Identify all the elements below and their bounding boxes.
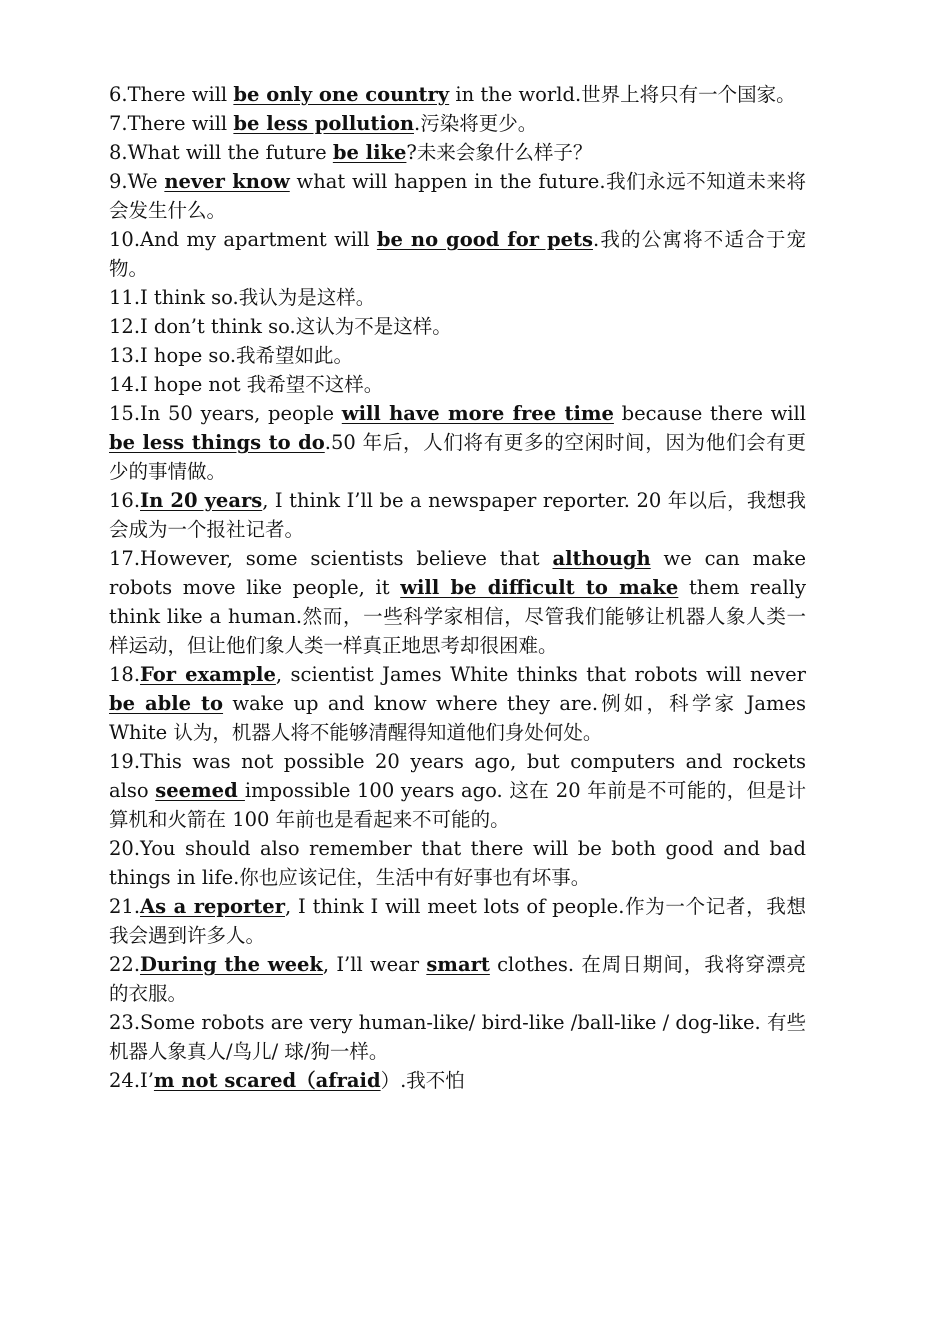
key-phrase: be only one country bbox=[233, 83, 450, 106]
key-phrase: In 20 years bbox=[140, 489, 263, 512]
key-phrase: For example bbox=[140, 663, 276, 686]
sentence-text: 18. bbox=[109, 663, 141, 686]
sentence-text: 6.There will bbox=[109, 83, 234, 106]
sentence-17 bbox=[109, 544, 806, 660]
sentence-text: wake up and know where they are.例如，科学家 James White 认为，机器人将不能够清醒得知道他们身处何处。 bbox=[109, 692, 807, 744]
sentence-9 bbox=[109, 167, 806, 225]
key-phrase: be no good for pets bbox=[376, 228, 593, 251]
sentence-text: 15.In 50 years, people bbox=[109, 402, 342, 425]
sentence-text: 13.I hope so.我希望如此。 bbox=[109, 344, 354, 367]
sentence-text: .污染将更少。 bbox=[414, 112, 538, 135]
sentence-text: , I think I will meet lots of people.作为一个记者，我想我会遇到许多人。 bbox=[109, 895, 806, 947]
sentence-text: because there will bbox=[613, 402, 806, 425]
sentence-20 bbox=[109, 834, 806, 892]
key-phrase: During the week bbox=[140, 953, 323, 976]
sentence-text: 23.Some robots are very human-like/ bird-like /ball-like / dog-like. 有些机器人象真人/鸟儿/ 球/狗一样。 bbox=[109, 1011, 806, 1063]
sentence-text: 9.We bbox=[109, 170, 165, 193]
sentence-text: 8.What will the future bbox=[109, 141, 333, 164]
sentence-text: clothes. 在周日期间，我将穿漂亮的衣服。 bbox=[109, 953, 806, 1005]
key-phrase: seemed bbox=[155, 779, 245, 802]
key-phrase: be able to bbox=[109, 692, 224, 715]
key-phrase: will be difficult to make bbox=[400, 576, 679, 599]
sentence-text: ?未来会象什么样子？ bbox=[406, 141, 593, 164]
sentence-text: impossible 100 years ago. 这在 20 年前是不可能的，但是计算机和火箭在 100 年前也是看起来不可能的。 bbox=[109, 779, 806, 831]
sentence-19 bbox=[109, 747, 806, 834]
sentence-8 bbox=[109, 138, 806, 167]
sentence-text: 10.And my apartment will bbox=[109, 228, 377, 251]
sentence-text: , scientist James White thinks that robots will never bbox=[275, 663, 806, 686]
sentence-23 bbox=[109, 1008, 806, 1066]
sentence-text: what will happen in the future.我们永远不知道未来将会发生什么。 bbox=[109, 170, 807, 222]
key-phrase: be less things to do bbox=[109, 431, 325, 454]
sentence-21 bbox=[109, 892, 806, 950]
key-phrase: be less pollution bbox=[233, 112, 414, 135]
key-phrase: never know bbox=[164, 170, 290, 193]
sentence-text: we can make robots move like people, it bbox=[109, 547, 806, 599]
sentence-6 bbox=[109, 80, 806, 109]
sentence-text: .50 年后，人们将有更多的空闲时间，因为他们会有更少的事情做。 bbox=[109, 431, 806, 483]
key-phrase: will have more free time bbox=[341, 402, 614, 425]
sentence-15 bbox=[109, 399, 806, 486]
sentence-12 bbox=[109, 312, 806, 341]
sentence-text: , I’ll wear bbox=[322, 953, 427, 976]
sentence-18 bbox=[109, 660, 806, 747]
sentence-14 bbox=[109, 370, 806, 399]
sentence-text: in the world.世界上将只有一个国家。 bbox=[449, 83, 796, 106]
sentence-13 bbox=[109, 341, 806, 370]
sentence-text: 22. bbox=[109, 953, 141, 976]
sentence-16 bbox=[109, 486, 806, 544]
key-phrase: although bbox=[552, 547, 651, 570]
key-phrase: smart bbox=[426, 953, 490, 976]
sentence-text: them really think like a human.然而，一些科学家相信，尽管我们能够让机器人象人类一样运动，但让他们象人类一样真正地思考却很困难。 bbox=[109, 576, 807, 657]
sentence-text: 7.There will bbox=[109, 112, 234, 135]
sentence-24 bbox=[109, 1066, 806, 1095]
key-phrase: As a reporter bbox=[140, 895, 285, 918]
key-phrase: be like bbox=[332, 141, 407, 164]
sentence-text: .我的公寓将不适合于宠物。 bbox=[109, 228, 807, 280]
sentence-text: ）.我不怕 bbox=[380, 1069, 465, 1092]
sentence-text: 21. bbox=[109, 895, 141, 918]
sentence-text: 19.This was not possible 20 years ago, but computers and rockets also bbox=[109, 750, 806, 802]
sentence-text: 20.You should also remember that there will be both good and bad things in life.你也应该记住，生活中有好事也有坏事。 bbox=[109, 837, 806, 889]
key-phrase: m not scared（afraid bbox=[153, 1069, 381, 1092]
sentence-10 bbox=[109, 225, 806, 283]
document-body bbox=[109, 80, 806, 1095]
sentence-text: 24.I’ bbox=[109, 1069, 154, 1092]
sentence-11 bbox=[109, 283, 806, 312]
sentence-text: 16. bbox=[109, 489, 141, 512]
sentence-7 bbox=[109, 109, 806, 138]
sentence-text: 17.However, some scientists believe that bbox=[109, 547, 553, 570]
sentence-22 bbox=[109, 950, 806, 1008]
sentence-text: 12.I don’t think so.这认为不是这样。 bbox=[109, 315, 452, 338]
sentence-text: , I think I’ll be a newspaper reporter. 20 年以后，我想我会成为一个报社记者。 bbox=[109, 489, 806, 541]
sentence-text: 14.I hope not 我希望不这样。 bbox=[109, 373, 384, 396]
sentence-text: 11.I think so.我认为是这样。 bbox=[109, 286, 376, 309]
